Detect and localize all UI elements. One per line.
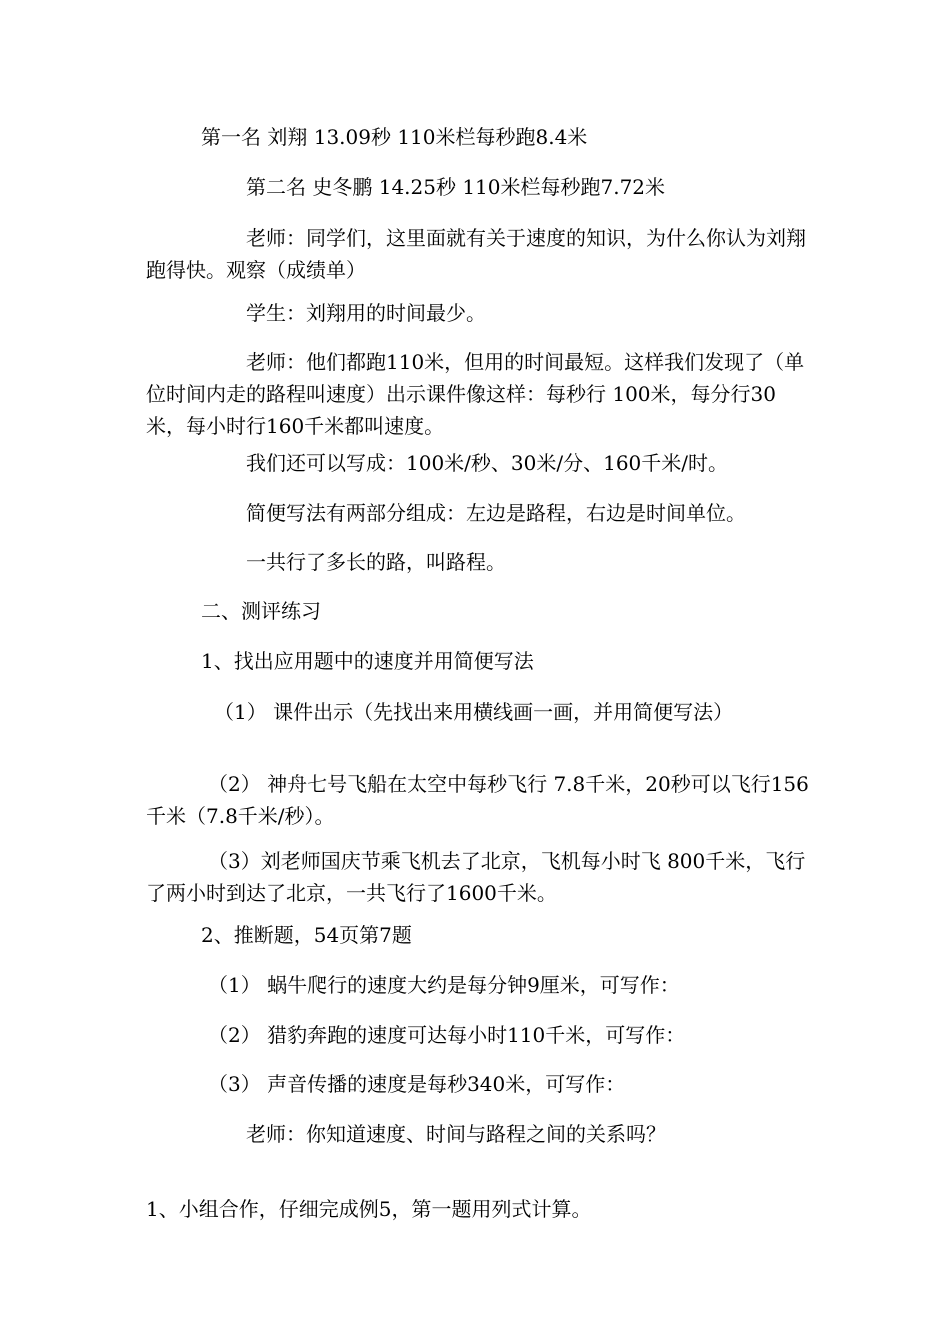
paragraph-teacher-relation-question: 老师：你知道速度、时间与路程之间的关系吗？ bbox=[246, 1122, 666, 1146]
paragraph-rank-second: 第二名 史冬鹏 14.25秒 110米栏每秒跑7.72米 bbox=[246, 175, 666, 199]
exercise-2-item-2: （2） 猎豹奔跑的速度可达每小时110千米，可写作： bbox=[208, 1023, 686, 1047]
exercise-2-heading: 2、推断题，54页第7题 bbox=[201, 923, 412, 947]
paragraph-teacher-question: 老师：同学们，这里面就有关于速度的知识，为什么你认为刘翔跑得快。观察（成绩单） bbox=[146, 226, 806, 282]
exercise-2-item-1: （1） 蜗牛爬行的速度大约是每分钟9厘米，可写作： bbox=[208, 973, 680, 997]
paragraph-distance-definition: 一共行了多长的路，叫路程。 bbox=[246, 550, 506, 574]
paragraph-notation-parts: 简便写法有两部分组成：左边是路程，右边是时间单位。 bbox=[246, 501, 746, 525]
exercise-1-item-2: （2） 神舟七号飞船在太空中每秒飞行 7.8千米，20秒可以飞行156千米（7.8千米/秒）。 bbox=[146, 772, 809, 828]
paragraph-rank-first: 第一名 刘翔 13.09秒 110米栏每秒跑8.4米 bbox=[201, 125, 588, 149]
paragraph-student-answer: 学生：刘翔用的时间最少。 bbox=[246, 301, 486, 325]
exercise-1-item-1: （1） 课件出示（先找出来用横线画一画，并用简便写法） bbox=[214, 700, 734, 724]
paragraph-notation: 我们还可以写成：100米/秒、30米/分、160千米/时。 bbox=[246, 451, 729, 475]
section-heading-exercises: 二、测评练习 bbox=[201, 599, 321, 623]
exercise-1-heading: 1、找出应用题中的速度并用简便写法 bbox=[201, 649, 534, 673]
paragraph-group-work: 1、小组合作，仔细完成例5，第一题用列式计算。 bbox=[146, 1197, 592, 1221]
exercise-1-item-3: （3）刘老师国庆节乘飞机去了北京，飞机每小时飞 800千米，飞行了两小时到达了北京，一共飞行了1600千米。 bbox=[146, 849, 806, 905]
paragraph-speed-definition: 老师：他们都跑110米，但用的时间最短。这样我们发现了（单位时间内走的路程叫速度）出示课件像这样：每秒行 100米，每分行30米，每小时行160千米都叫速度。 bbox=[146, 350, 805, 438]
exercise-2-item-3: （3） 声音传播的速度是每秒340米，可写作： bbox=[208, 1072, 626, 1096]
